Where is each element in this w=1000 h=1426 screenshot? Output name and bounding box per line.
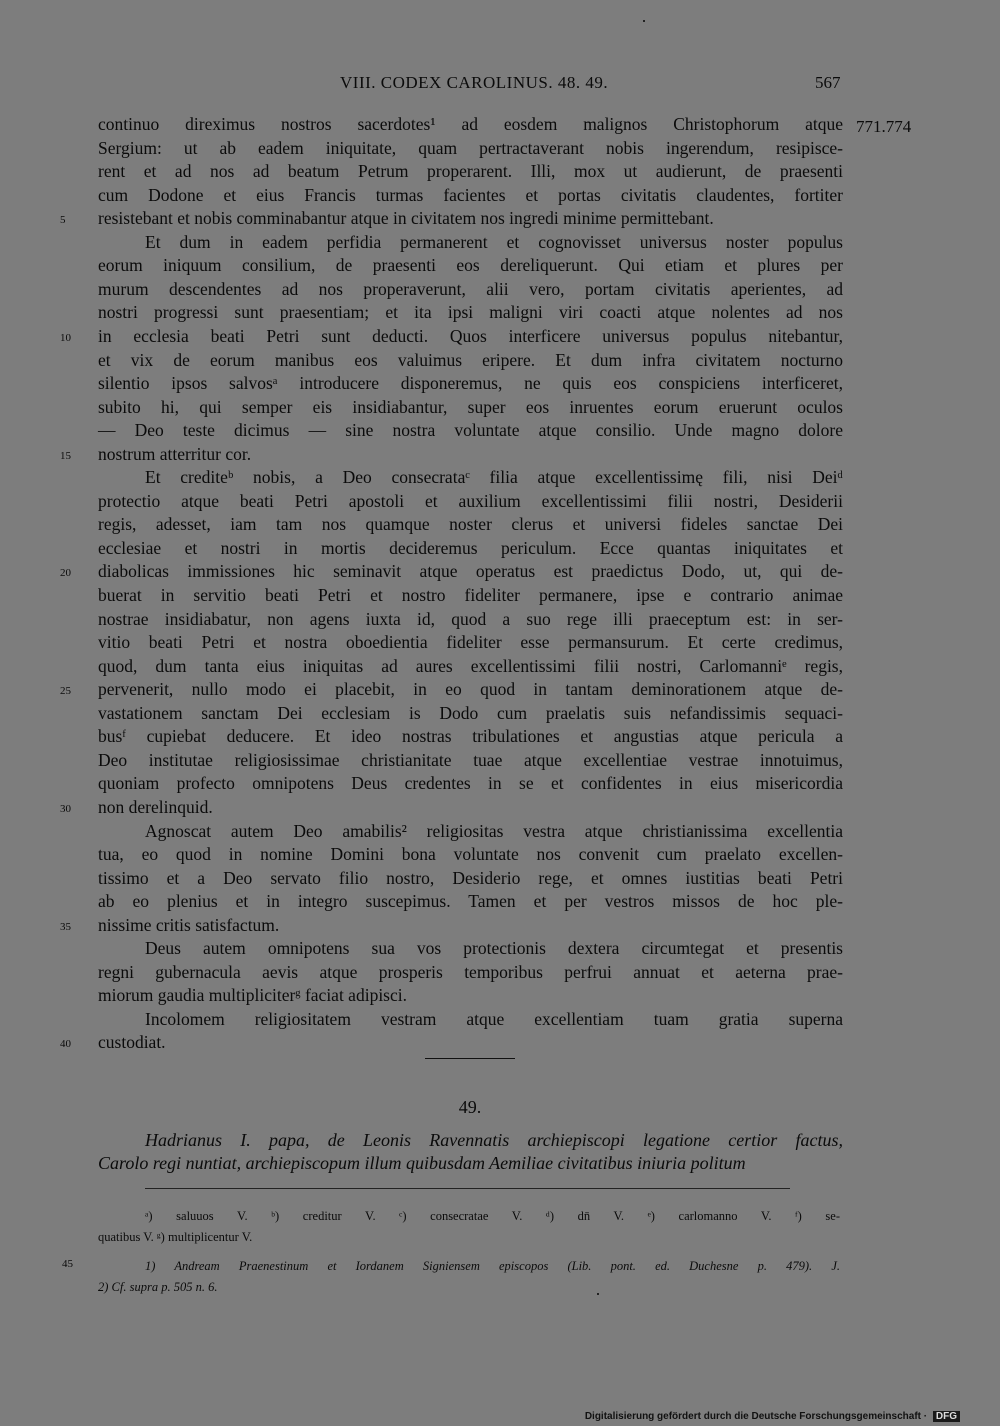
text-line: in ecclesia beati Petri sunt deducti. Quos interficere universus populus nitebantur,	[98, 325, 843, 346]
text-line: — Deo teste dicimus — sine nostra voluntate atque consilio. Unde magno dolore	[98, 420, 843, 441]
text-line: ab eo plenius et in integro suscepimus. Tamen et per vestros missos de hoc ple-	[98, 891, 843, 912]
text-line: resistebant et nobis comminabantur atque in civitatem nos ingredi minime permittebant.	[98, 208, 714, 229]
scan-speck	[643, 20, 645, 22]
text-line: nostrae insidiabatur, non agens iuxta id, quod a suo rege illi praeceptum est: in ser-	[98, 608, 843, 629]
footnote-2-text: 2) Cf. supra p. 505 n. 6.	[98, 1280, 218, 1294]
text-line: vastationem sanctam Dei ecclesiam is Dodo cum praelatis suis nefandissimis sequaci-	[98, 702, 843, 723]
letter-number: 49.	[458, 1097, 482, 1117]
text-line: tissimo et a Deo servato filio nostro, Desiderio rege, et omnes iustitias beati Petri	[98, 867, 843, 888]
text-line: non derelinquid.	[98, 796, 213, 817]
line-number: 15	[60, 449, 71, 462]
text-line: Et dum in eadem perfidia permanerent et cognovisset universus noster populus	[145, 231, 843, 252]
line-number: 30	[60, 802, 71, 815]
line-number: 40	[60, 1038, 71, 1051]
text-line: Deus autem omnipotens sua vos protectionis dextera circumtegat et presentis	[145, 938, 843, 959]
letter-summary-line-1: Hadrianus I. papa, de Leonis Ravennatis archiepiscopi legatione certior factus,	[145, 1130, 843, 1150]
text-line: Et crediteᵇ nobis, a Deo consecrataᶜ filia atque excellentissimę fili, nisi Deiᵈ	[145, 467, 843, 488]
text-line: regni gubernacula aevis atque prosperis temporibus perfrui annuat et aeterna prae-	[98, 961, 843, 982]
text-line: regis, adesset, iam tam nos quamque noster clerus et universi fideles sanctae Dei	[98, 514, 843, 535]
text-line: nostri progressi sunt praesentiam; et ita ipsi maligni viri coacti atque nolentes ad nos	[98, 302, 843, 323]
footnote-variant-line-2: quatibus V. ᵍ) multiplicentur V.	[98, 1230, 253, 1244]
running-head-title: VIII. CODEX CAROLINUS. 48. 49.	[340, 73, 609, 92]
line-number: 25	[60, 685, 71, 698]
text-line: cum Dodone et eius Francis turmas facientes et portas civitatis claudentes, fortiter	[98, 184, 843, 205]
line-number: 20	[60, 567, 71, 580]
footnote-1-text: 1) Andream Praenestinum et Iordanem Signiensem episcopos (Lib. pont. ed. Duchesne p. 479). J.	[145, 1259, 840, 1273]
margin-date: 771.774	[856, 117, 912, 136]
text-line: quod, dum tanta eius iniquitas ad aures excellentissimi filii nostri, Carlomanniᵉ regis,	[98, 655, 843, 676]
text-line: protectio atque beati Petri apostoli et auxilium excellentissimi filii nostri, Desiderii	[98, 490, 843, 511]
text-line: ecclesiae et nostri in mortis decideremus periculum. Ecce quantas iniquitates et	[98, 537, 843, 558]
text-line: nostrum atterritur cor.	[98, 443, 252, 464]
text-line: pervenerit, nullo modo ei placebit, in eo quod in tantam deminorationem atque de-	[98, 679, 843, 700]
text-line: continuo direximus nostros sacerdotes¹ ad eosdem malignos Christophorum atque	[98, 114, 843, 134]
text-line: et vix de eorum manibus eos valuimus eripere. Et dum infra civitatem nocturno	[98, 349, 843, 370]
footnote-2	[98, 1277, 840, 1298]
text-line: subito hi, qui semper eis insidiabantur, super eos inruentes eorum eruerunt oculos	[98, 396, 843, 417]
text-line: Agnoscat autem Deo amabilis² religiositas vestra atque christianissima excellentia	[145, 820, 843, 841]
dfg-logo: DFG	[933, 1411, 960, 1422]
text-line: diabolicas immissiones hic seminavit atque operatus est praedictus Dodo, ut, qui de-	[98, 561, 843, 582]
line-number: 45	[62, 1258, 73, 1270]
footnote-variant-line-1: ᵃ) saluuos V. ᵇ) creditur V. ᶜ) consecratae V. ᵈ) dn̄ V. ᵉ) carlomanno V. ᶠ) se-	[145, 1209, 840, 1223]
digitization-credit: Digitalisierung gefördert durch die Deutsche Forschungsgemeinschaft · DFG	[585, 1411, 960, 1422]
line-number: 5	[60, 214, 66, 227]
text-line: Incolomem religiositatem vestram atque excellentiam tuam gratia superna	[145, 1008, 843, 1029]
text-line: murum descendentes ad nos properaverunt, alii vero, portam civitatis aperientes, ad	[98, 278, 843, 299]
letter-summary-line-2: Carolo regi nuntiat, archiepiscopum illum quibusdam Aemiliae civitatibus iniuria politum	[98, 1153, 746, 1173]
text-line: rent et ad nos ad beatum Petrum properarent. Illi, mox ut audierunt, de praesenti	[98, 161, 843, 182]
footnote-rule	[145, 1188, 790, 1189]
text-line: nissime critis satisfactum.	[98, 914, 280, 935]
footnote-1	[145, 1256, 840, 1277]
credit-text: Digitalisierung gefördert durch die Deutsche Forschungsgemeinschaft	[584, 1411, 921, 1422]
line-number: 35	[60, 920, 71, 933]
line-number: 10	[60, 331, 71, 344]
page-number: 567	[815, 73, 841, 92]
text-line: Sergium: ut ab eadem iniquitate, quam pertractaverant nobis ingerendum, resipisce-	[98, 137, 843, 158]
text-line: quoniam profecto omnipotens Deus credentes in se et confidentes in eius misericordia	[98, 773, 843, 794]
text-line: custodiat.	[98, 1032, 166, 1053]
text-line: miorum gaudia multipliciterᵍ faciat adipisci.	[98, 985, 407, 1006]
scan-speck	[597, 1293, 599, 1295]
text-line: eorum iniquum consilium, de praesenti eos dereliquerunt. Qui etiam et plures per	[98, 255, 843, 276]
text-line: tua, eo quod in nomine Domini bona voluntate nos convenit cum praelato excellen-	[98, 844, 843, 865]
text-line: vitio beati Petri et nostra oboedientia fideliter esse permansurum. Et certe credimus,	[98, 632, 843, 653]
text-line: Deo institutae religiosissimae christianitate tuae atque excellentiae vestrae innotuimus,	[98, 749, 843, 770]
text-line: busᶠ cupiebat deducere. Et ideo nostras tribulationes et angustias atque pericula a	[98, 726, 843, 747]
text-line: silentio ipsos salvosᵃ introducere disponeremus, ne quis eos conspiciens interficeret,	[98, 373, 843, 394]
section-divider	[425, 1058, 515, 1059]
text-line: buerat in servitio beati Petri et nostro fideliter permanere, ipse e contrario animae	[98, 585, 843, 605]
